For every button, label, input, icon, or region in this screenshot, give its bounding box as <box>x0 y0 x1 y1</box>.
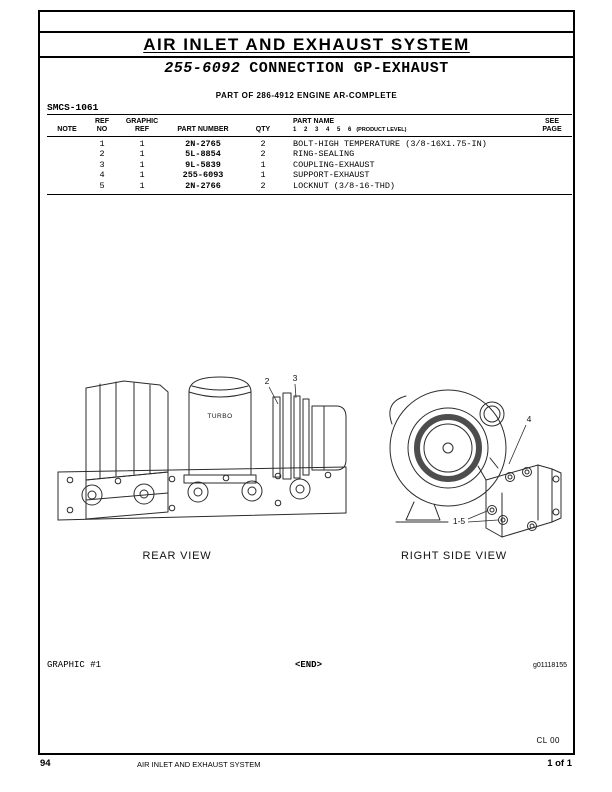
page-border <box>38 10 575 755</box>
rear-view-drawing <box>58 373 346 562</box>
header-ref-line2: NO <box>96 126 108 133</box>
cell-part-number: 5L-8854 <box>185 149 221 160</box>
coupling-drawing <box>273 393 346 479</box>
cell-part-number: 2N-2765 <box>185 139 221 149</box>
assembly-name: CONNECTION GP-EXHAUST <box>249 60 449 77</box>
end-marker: <END> <box>294 660 322 670</box>
header-see-page <box>532 118 572 134</box>
cell-graphic-ref: 1 <box>139 170 145 181</box>
page-footer <box>38 758 575 772</box>
cell-note <box>47 160 87 170</box>
parts-diagram <box>40 362 573 577</box>
header-qty: QTY <box>255 126 271 133</box>
table-row <box>47 149 572 159</box>
cell-part-number: 255-6093 <box>182 170 224 181</box>
table-row <box>47 170 572 180</box>
product-level-numbers: 1 2 3 4 5 6 <box>293 127 355 133</box>
graphic-row <box>47 660 570 672</box>
page-title: AIR INLET AND EXHAUST SYSTEM <box>143 34 470 54</box>
cell-note <box>47 170 87 180</box>
header-ref-line1: REF <box>95 118 109 125</box>
callout-4: 4 <box>526 414 532 424</box>
header-part-name <box>287 118 532 134</box>
header-graphic-ref <box>117 118 167 134</box>
cell-part-name: RING-SEALING <box>293 149 355 160</box>
header-part-number: PART NUMBER <box>177 126 229 133</box>
cell-part-name: COUPLING-EXHAUST <box>293 159 375 170</box>
header-ref-no <box>87 118 117 134</box>
cell-ref-no: 2 <box>99 149 105 160</box>
header-graphic-line2: REF <box>135 126 149 133</box>
graphic-id: g01118155 <box>533 662 567 669</box>
cell-part-number: 2N-2766 <box>185 180 221 191</box>
header-graphic-line1: GRAPHIC <box>125 118 159 125</box>
table-row <box>47 160 572 170</box>
cell-ref-no: 3 <box>99 159 105 170</box>
cell-ref-no: 4 <box>99 170 105 181</box>
header-see-line1: SEE <box>544 118 559 125</box>
cell-ref-no: 5 <box>99 180 105 191</box>
cell-note <box>47 181 87 191</box>
cell-part-number: 9L-5839 <box>185 159 221 170</box>
title-band <box>40 31 573 58</box>
cell-see-page <box>532 139 572 149</box>
callout-3: 3 <box>292 373 298 383</box>
cell-qty: 1 <box>260 159 266 170</box>
parts-table <box>47 114 572 195</box>
cell-see-page <box>532 160 572 170</box>
footer-page-number: 94 <box>40 758 51 769</box>
cell-part-name: SUPPORT-EXHAUST <box>293 170 370 181</box>
footer-page-count: 1 of 1 <box>547 758 572 769</box>
table-body <box>47 137 572 195</box>
cell-graphic-ref: 1 <box>139 139 145 149</box>
assembly-part-number: 255-6092 <box>164 60 241 77</box>
cell-see-page <box>532 181 572 191</box>
header-note: NOTE <box>57 126 77 133</box>
cell-part-name: BOLT-HIGH TEMPERATURE (3/8-16X1.75-IN) <box>293 139 487 149</box>
header-product-level <box>293 126 532 134</box>
right-side-view-drawing <box>390 390 561 562</box>
header-part-name-label: PART NAME <box>293 118 335 125</box>
cell-part-name: LOCKNUT (3/8-16-THD) <box>293 180 396 191</box>
callout-1-5: 1-5 <box>452 516 466 526</box>
footer-doc-title: AIR INLET AND EXHAUST SYSTEM <box>137 760 261 769</box>
cell-qty: 1 <box>260 170 266 181</box>
cell-see-page <box>532 149 572 159</box>
cell-note <box>47 139 87 149</box>
cell-qty: 2 <box>260 139 266 149</box>
rear-view-label: REAR VIEW <box>142 550 212 562</box>
cell-see-page <box>532 170 572 180</box>
product-level-label: (PRODUCT LEVEL) <box>356 127 407 133</box>
smcs-code: SMCS-1061 <box>47 102 99 113</box>
cell-qty: 2 <box>260 149 266 160</box>
cell-qty: 2 <box>260 180 266 191</box>
cell-graphic-ref: 1 <box>139 159 145 170</box>
table-row <box>47 181 572 191</box>
cell-graphic-ref: 1 <box>139 180 145 191</box>
revision-code: CL 00 <box>536 736 560 745</box>
callout-2: 2 <box>264 376 270 386</box>
cell-graphic-ref: 1 <box>139 149 145 160</box>
support-bracket-drawing <box>478 458 561 537</box>
assembly-subtitle <box>40 60 573 77</box>
turbo-label: TURBO <box>207 413 233 420</box>
table-header <box>47 114 572 137</box>
graphic-number-label: GRAPHIC #1 <box>47 660 102 670</box>
turbo-drawing <box>184 377 256 483</box>
right-side-view-label: RIGHT SIDE VIEW <box>401 550 507 562</box>
header-see-line2: PAGE <box>542 126 562 133</box>
cell-ref-no: 1 <box>99 139 105 149</box>
part-of-line: PART OF 286-4912 ENGINE AR-COMPLETE <box>215 91 398 100</box>
table-row <box>47 139 572 149</box>
cell-note <box>47 149 87 159</box>
